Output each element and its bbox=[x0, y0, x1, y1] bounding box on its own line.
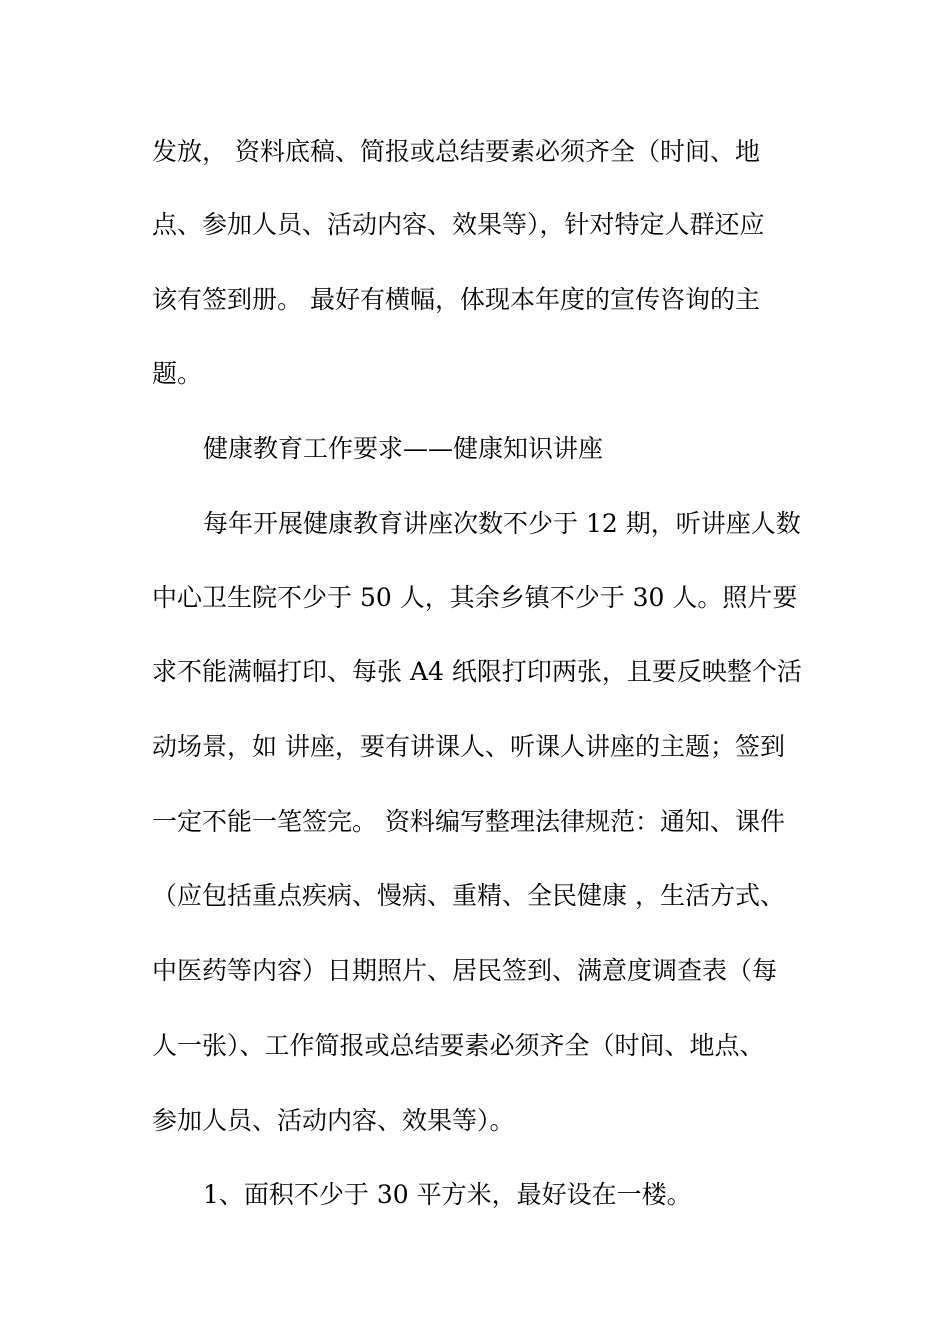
text-line-11: （应包括重点疾病、慢病、重精、全民健康 ，生活方式、 bbox=[152, 881, 785, 910]
numbered-item-1: 1、面积不少于 30 平方米，最好设在一楼。 bbox=[203, 1180, 692, 1209]
text-line-2: 点、参加人员、活动内容、效果等），针对特定人群还应 bbox=[152, 210, 765, 239]
section-heading: 健康教育工作要求——健康知识讲座 bbox=[203, 434, 604, 463]
text-line-7: 中心卫生院不少于 50 人，其余乡镇不少于 30 人。照片要 bbox=[152, 583, 798, 612]
text-line-10: 一定不能一笔签完。 资料编写整理法律规范：通知、课件 bbox=[152, 807, 785, 836]
text-line-3: 该有签到册。 最好有横幅，体现本年度的宣传咨询的主 bbox=[152, 285, 760, 314]
text-line-9: 动场景，如 讲座，要有讲课人、听课人讲座的主题；签到 bbox=[152, 732, 785, 761]
text-line-4: 题。 bbox=[152, 359, 203, 388]
text-line-14: 参加人员、活动内容、效果等）。 bbox=[152, 1106, 515, 1135]
text-line-6: 每年开展健康教育讲座次数不少于 12 期，听讲座人数 bbox=[203, 509, 801, 538]
text-line-8: 求不能满幅打印、每张 A4 纸限打印两张，且要反映整个活 bbox=[152, 657, 802, 686]
text-line-1: 发放， 资料底稿、简报或总结要素必须齐全（时间、地 bbox=[152, 137, 760, 166]
text-line-13: 人一张）、工作简报或总结要素必须齐全（时间、地点、 bbox=[152, 1031, 765, 1060]
text-line-12: 中医药等内容）日期照片、居民签到、满意度调查表（每 bbox=[152, 956, 778, 985]
